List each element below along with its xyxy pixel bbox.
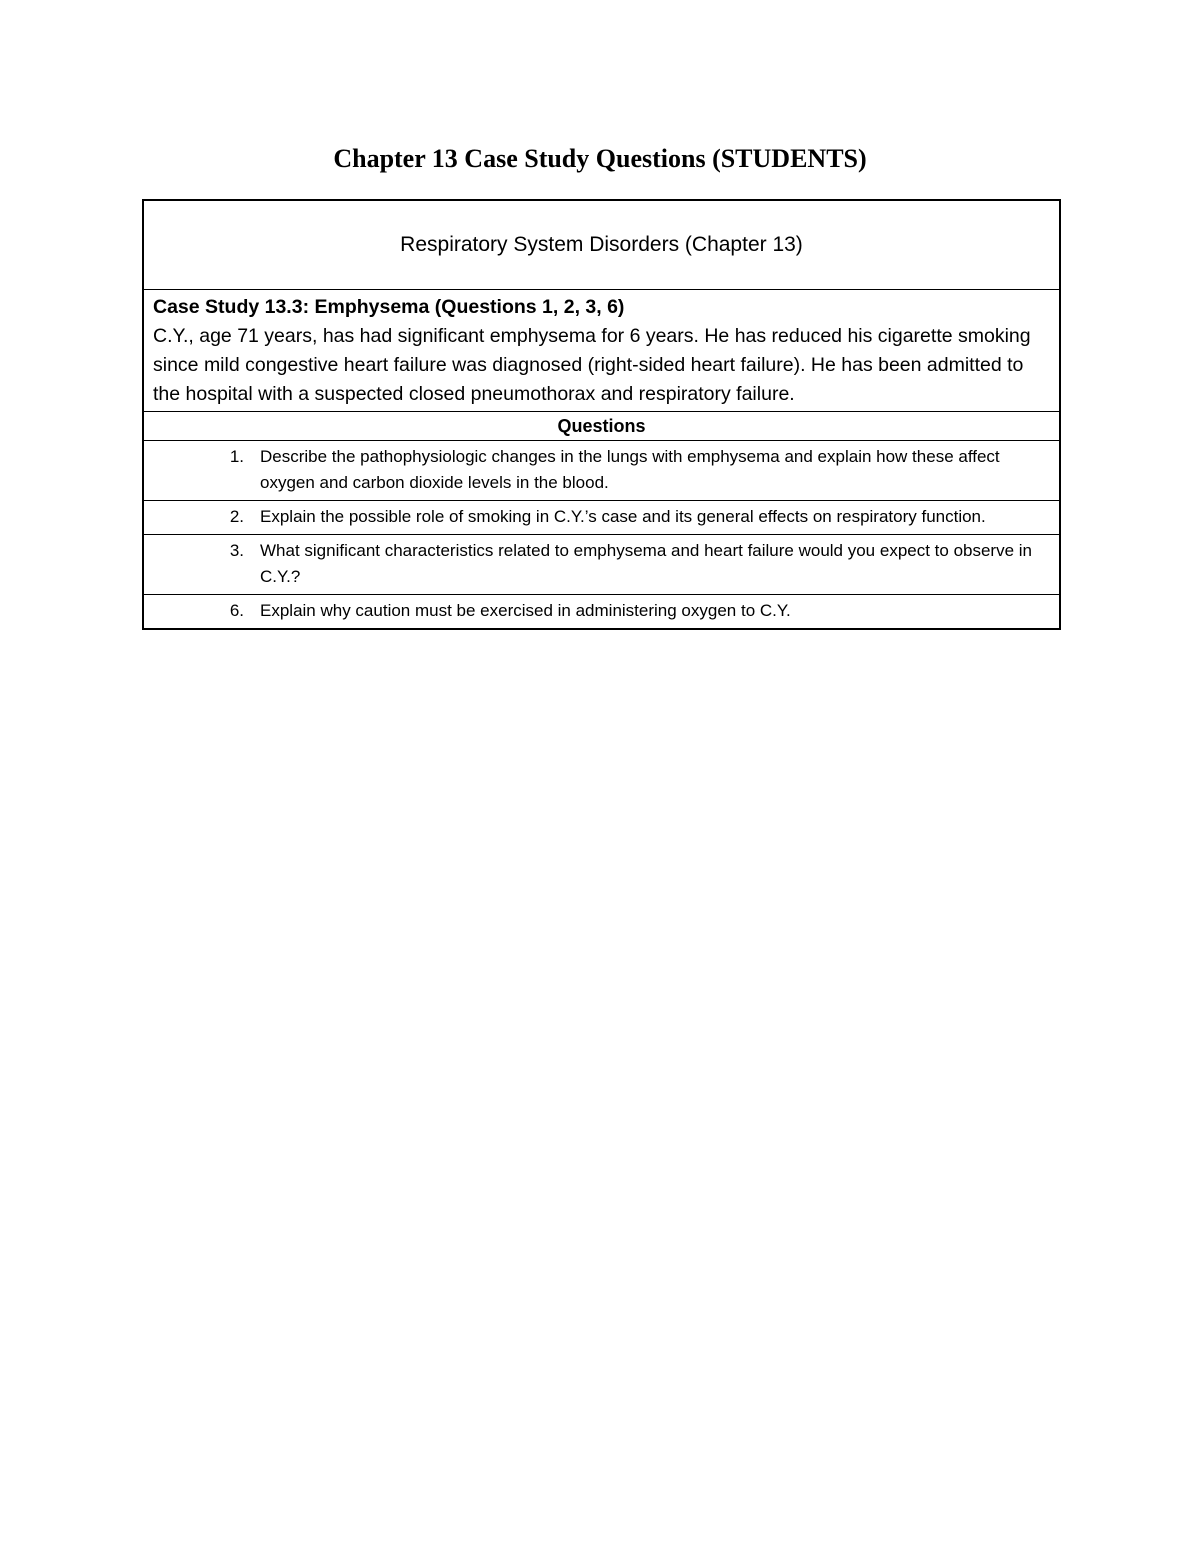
question-number: 6. — [229, 601, 244, 620]
case-description-row — [144, 289, 1059, 411]
question-row — [144, 594, 1059, 628]
case-title: Case Study 13.3: Emphysema (Questions 1, 2, 3, 6) — [153, 296, 625, 318]
question-row — [144, 500, 1059, 534]
case-study-table — [142, 199, 1061, 630]
question-number: 2. — [229, 507, 244, 526]
question-text: What significant characteristics related to emphysema and heart failure would you expect to observe in C.Y.? — [260, 541, 1033, 586]
table-header: Respiratory System Disorders (Chapter 13) — [400, 233, 803, 256]
question-number: 3. — [229, 541, 244, 560]
table-header-row — [144, 201, 1059, 289]
question-row — [144, 534, 1059, 594]
question-number: 1. — [229, 447, 244, 466]
question-text: Describe the pathophysiologic changes in the lungs with emphysema and explain how these affect oxygen and carbon dioxide levels in the blood. — [260, 447, 1000, 492]
question-text: Explain why caution must be exercised in administering oxygen to C.Y. — [260, 601, 791, 620]
case-text: C.Y., age 71 years, has had significant emphysema for 6 years. He has reduced his cigarette smoking since mild congestive heart failure was diagnosed (right-sided heart failure). He has been admitted to the hospital with a suspected closed pneumothorax and respiratory failure. — [153, 325, 1031, 405]
questions-heading-row — [144, 411, 1059, 440]
questions-heading: Questions — [557, 416, 646, 436]
question-row — [144, 440, 1059, 500]
question-text: Explain the possible role of smoking in C.Y.’s case and its general effects on respiratory function. — [260, 507, 986, 526]
document-title: Chapter 13 Case Study Questions (STUDENTS) — [333, 144, 867, 173]
